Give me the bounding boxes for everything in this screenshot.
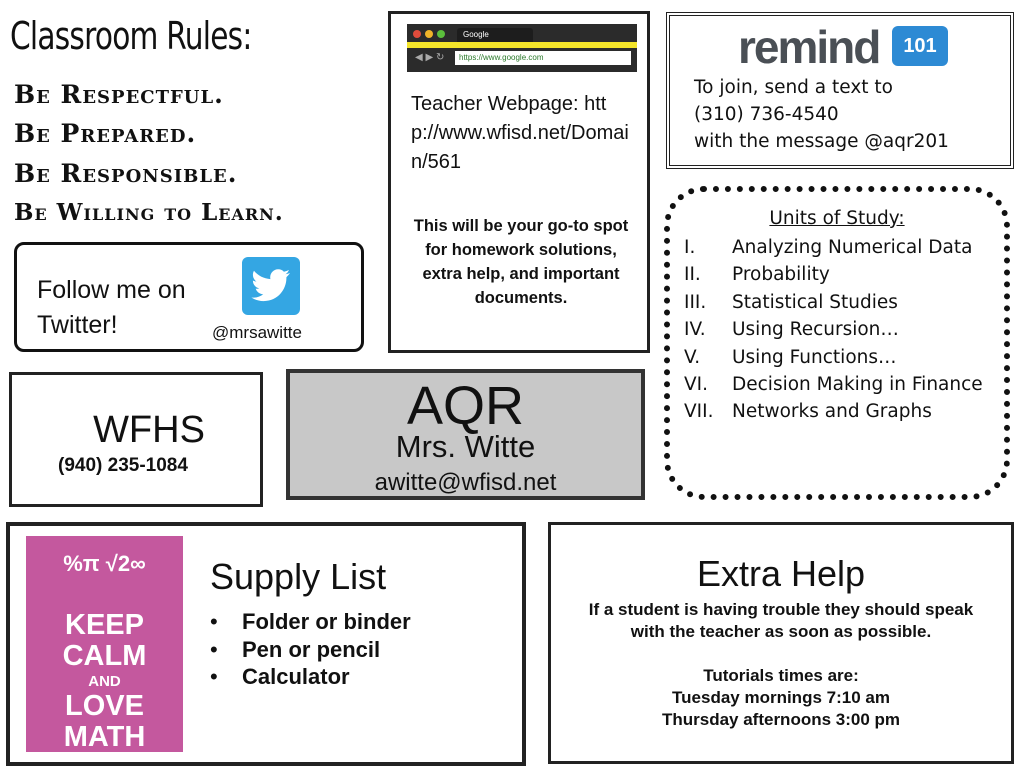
- rule-respectful: Be Respectful.: [14, 80, 224, 109]
- math-symbols-icon: %π √2∞: [63, 551, 146, 576]
- school-panel: [9, 372, 263, 507]
- maximize-dot-icon: [437, 30, 445, 38]
- list-item-text: Networks and Graphs: [732, 401, 932, 423]
- list-item: [684, 398, 1004, 425]
- list-item: • Folder or binder: [210, 608, 411, 636]
- remind-line-1: To join, send a text to: [694, 77, 893, 98]
- browser-tab: Google: [457, 28, 533, 42]
- remind-logo-badge: 101: [892, 26, 948, 66]
- list-item: [684, 371, 1004, 398]
- browser-tab-strip: [407, 42, 637, 48]
- list-item-number: III.: [684, 291, 707, 313]
- list-item-number: VI.: [684, 374, 708, 396]
- remind-logo: remind: [738, 21, 880, 73]
- remind-instructions: [694, 74, 1004, 155]
- teacher-email[interactable]: awitte@wfisd.net: [374, 469, 557, 496]
- school-phone: (940) 235-1084: [58, 455, 188, 476]
- tutorials-heading: Tutorials times are:: [703, 666, 859, 685]
- list-item-number: VII.: [684, 401, 714, 423]
- school-name: WFHS: [93, 409, 205, 451]
- browser-nav-arrows-icon: ◀ ▶ ↻: [415, 52, 445, 63]
- list-item-text: Analyzing Numerical Data: [732, 237, 973, 258]
- list-item: [684, 344, 1004, 371]
- list-item-number: IV.: [684, 319, 706, 341]
- extra-help-body: [551, 599, 1011, 731]
- list-item: • Calculator: [210, 663, 411, 691]
- units-title: Units of Study:: [769, 208, 905, 229]
- course-panel: [286, 369, 645, 500]
- list-item: [684, 234, 1004, 261]
- twitter-follow-text: Follow me on Twitter!: [37, 276, 186, 339]
- list-item: [684, 261, 1004, 288]
- extra-help-panel: [548, 522, 1014, 764]
- rule-willing: Be Willing to Learn.: [14, 199, 284, 226]
- poster-love: LOVE: [65, 690, 144, 722]
- supply-list: [210, 608, 411, 691]
- list-item-text: Decision Making in Finance: [732, 374, 983, 396]
- list-item-text: Using Functions…: [732, 346, 897, 368]
- browser-url-bar: https://www.google.com: [455, 51, 631, 65]
- course-title: AQR: [406, 376, 525, 436]
- teacher-name: Mrs. Witte: [395, 429, 536, 464]
- poster-words: [26, 610, 183, 753]
- poster-math: MATH: [63, 721, 146, 753]
- webpage-panel: [388, 11, 650, 353]
- twitter-bird-icon[interactable]: [242, 257, 300, 315]
- browser-screenshot: [407, 24, 637, 72]
- list-item-text: Using Recursion…: [732, 319, 899, 341]
- units-panel: [664, 186, 1010, 500]
- list-item: • Pen or pencil: [210, 636, 411, 664]
- poster-keep: KEEP: [65, 609, 144, 641]
- close-dot-icon: [413, 30, 421, 38]
- teacher-webpage-link[interactable]: Teacher Webpage: http://www.wfisd.net/Domain/561: [411, 93, 629, 173]
- webpage-description: This will be your go-to spot for homework solutions, extra help, and important documents.: [413, 217, 629, 307]
- classroom-rules-title: Classroom Rules:: [10, 14, 252, 58]
- poster-calm: CALM: [62, 640, 147, 672]
- list-item: [684, 289, 1004, 316]
- tutorial-thursday: Thursday afternoons 3:00 pm: [661, 710, 901, 729]
- list-item-number: II.: [684, 264, 701, 286]
- list-item-number: V.: [684, 346, 701, 368]
- poster-and: AND: [88, 673, 121, 690]
- list-item-number: I.: [684, 237, 696, 258]
- remind-panel: [666, 12, 1014, 169]
- extra-help-title: Extra Help: [696, 553, 866, 594]
- twitter-handle[interactable]: @mrsawitte: [212, 323, 302, 342]
- list-item-text: Probability: [732, 264, 830, 286]
- extra-help-message: If a student is having trouble they should speak with the teacher as soon as possible.: [588, 600, 974, 641]
- tutorial-tuesday: Tuesday mornings 7:10 am: [672, 688, 890, 707]
- keep-calm-poster: [26, 536, 183, 752]
- list-item-text: Statistical Studies: [732, 291, 898, 313]
- remind-message: with the message @aqr201: [694, 131, 949, 152]
- remind-phone: (310) 736-4540: [694, 104, 839, 125]
- rule-responsible: Be Responsible.: [14, 159, 238, 188]
- units-list: [684, 234, 1004, 426]
- supply-panel: [6, 522, 526, 766]
- twitter-panel: [14, 242, 364, 352]
- minimize-dot-icon: [425, 30, 433, 38]
- supply-title: Supply List: [210, 556, 387, 597]
- list-item: [684, 316, 1004, 343]
- rule-prepared: Be Prepared.: [14, 119, 197, 148]
